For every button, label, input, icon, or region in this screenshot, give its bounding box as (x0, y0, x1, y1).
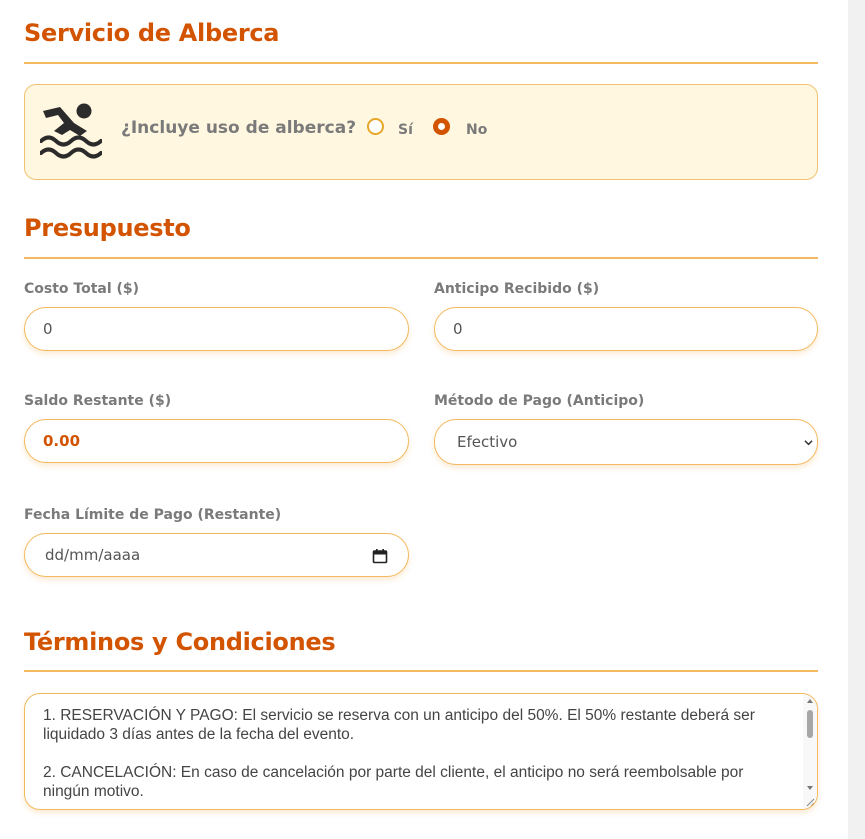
pool-radio-yes-label[interactable]: Sí (398, 122, 413, 138)
payment-method-label: Método de Pago (Anticipo) (434, 393, 645, 409)
terms-text (43, 706, 793, 810)
balance-output (24, 419, 409, 463)
terms-section-divider (24, 670, 818, 672)
total-cost-input[interactable] (24, 307, 409, 351)
terms-textarea[interactable] (24, 693, 818, 810)
calendar-icon[interactable] (372, 548, 388, 564)
total-cost-value: 0 (43, 320, 53, 338)
total-cost-label: Costo Total ($) (24, 281, 140, 297)
advance-received-input[interactable] (434, 307, 818, 351)
budget-section-title: Presupuesto (24, 214, 191, 242)
due-date-label: Fecha Límite de Pago (Restante) (24, 507, 282, 523)
terms-section-title: Términos y Condiciones (24, 628, 336, 656)
payment-method-select[interactable] (434, 419, 818, 465)
page-scrollbar-strip (848, 0, 865, 839)
scroll-up-icon[interactable] (806, 697, 814, 705)
terms-paragraph-2: 2. CANCELACIÓN: En caso de cancelación por parte del cliente, el anticipo no será reembolsable por ningún motivo. (43, 764, 744, 800)
pool-section-title: Servicio de Alberca (24, 19, 280, 47)
payment-method-value: Efectivo (457, 433, 518, 451)
pool-question-label: ¿Incluye uso de alberca? (121, 118, 357, 138)
swimmer-icon (40, 101, 102, 159)
chevron-down-icon (804, 438, 813, 447)
resize-handle-icon[interactable] (806, 798, 815, 807)
advance-received-value: 0 (453, 320, 463, 338)
scroll-down-icon[interactable] (806, 784, 814, 792)
pool-option-box (24, 84, 818, 180)
due-date-input[interactable] (24, 533, 409, 577)
terms-paragraph-1: 1. RESERVACIÓN Y PAGO: El servicio se reserva con un anticipo del 50%. El 50% restante deberá ser liquidado 3 días antes de la fecha del evento. (43, 707, 755, 743)
pool-radio-yes[interactable] (367, 118, 384, 135)
pool-radio-no[interactable] (433, 118, 450, 135)
advance-received-label: Anticipo Recibido ($) (434, 281, 600, 297)
balance-label: Saldo Restante ($) (24, 393, 172, 409)
balance-value: 0.00 (43, 432, 81, 450)
pool-section-divider (24, 62, 818, 64)
budget-section-divider (24, 257, 818, 259)
pool-radio-no-label[interactable]: No (466, 122, 488, 138)
due-date-placeholder: dd/mm/aaaa (45, 546, 141, 564)
terms-scrollbar-thumb[interactable] (807, 710, 813, 738)
